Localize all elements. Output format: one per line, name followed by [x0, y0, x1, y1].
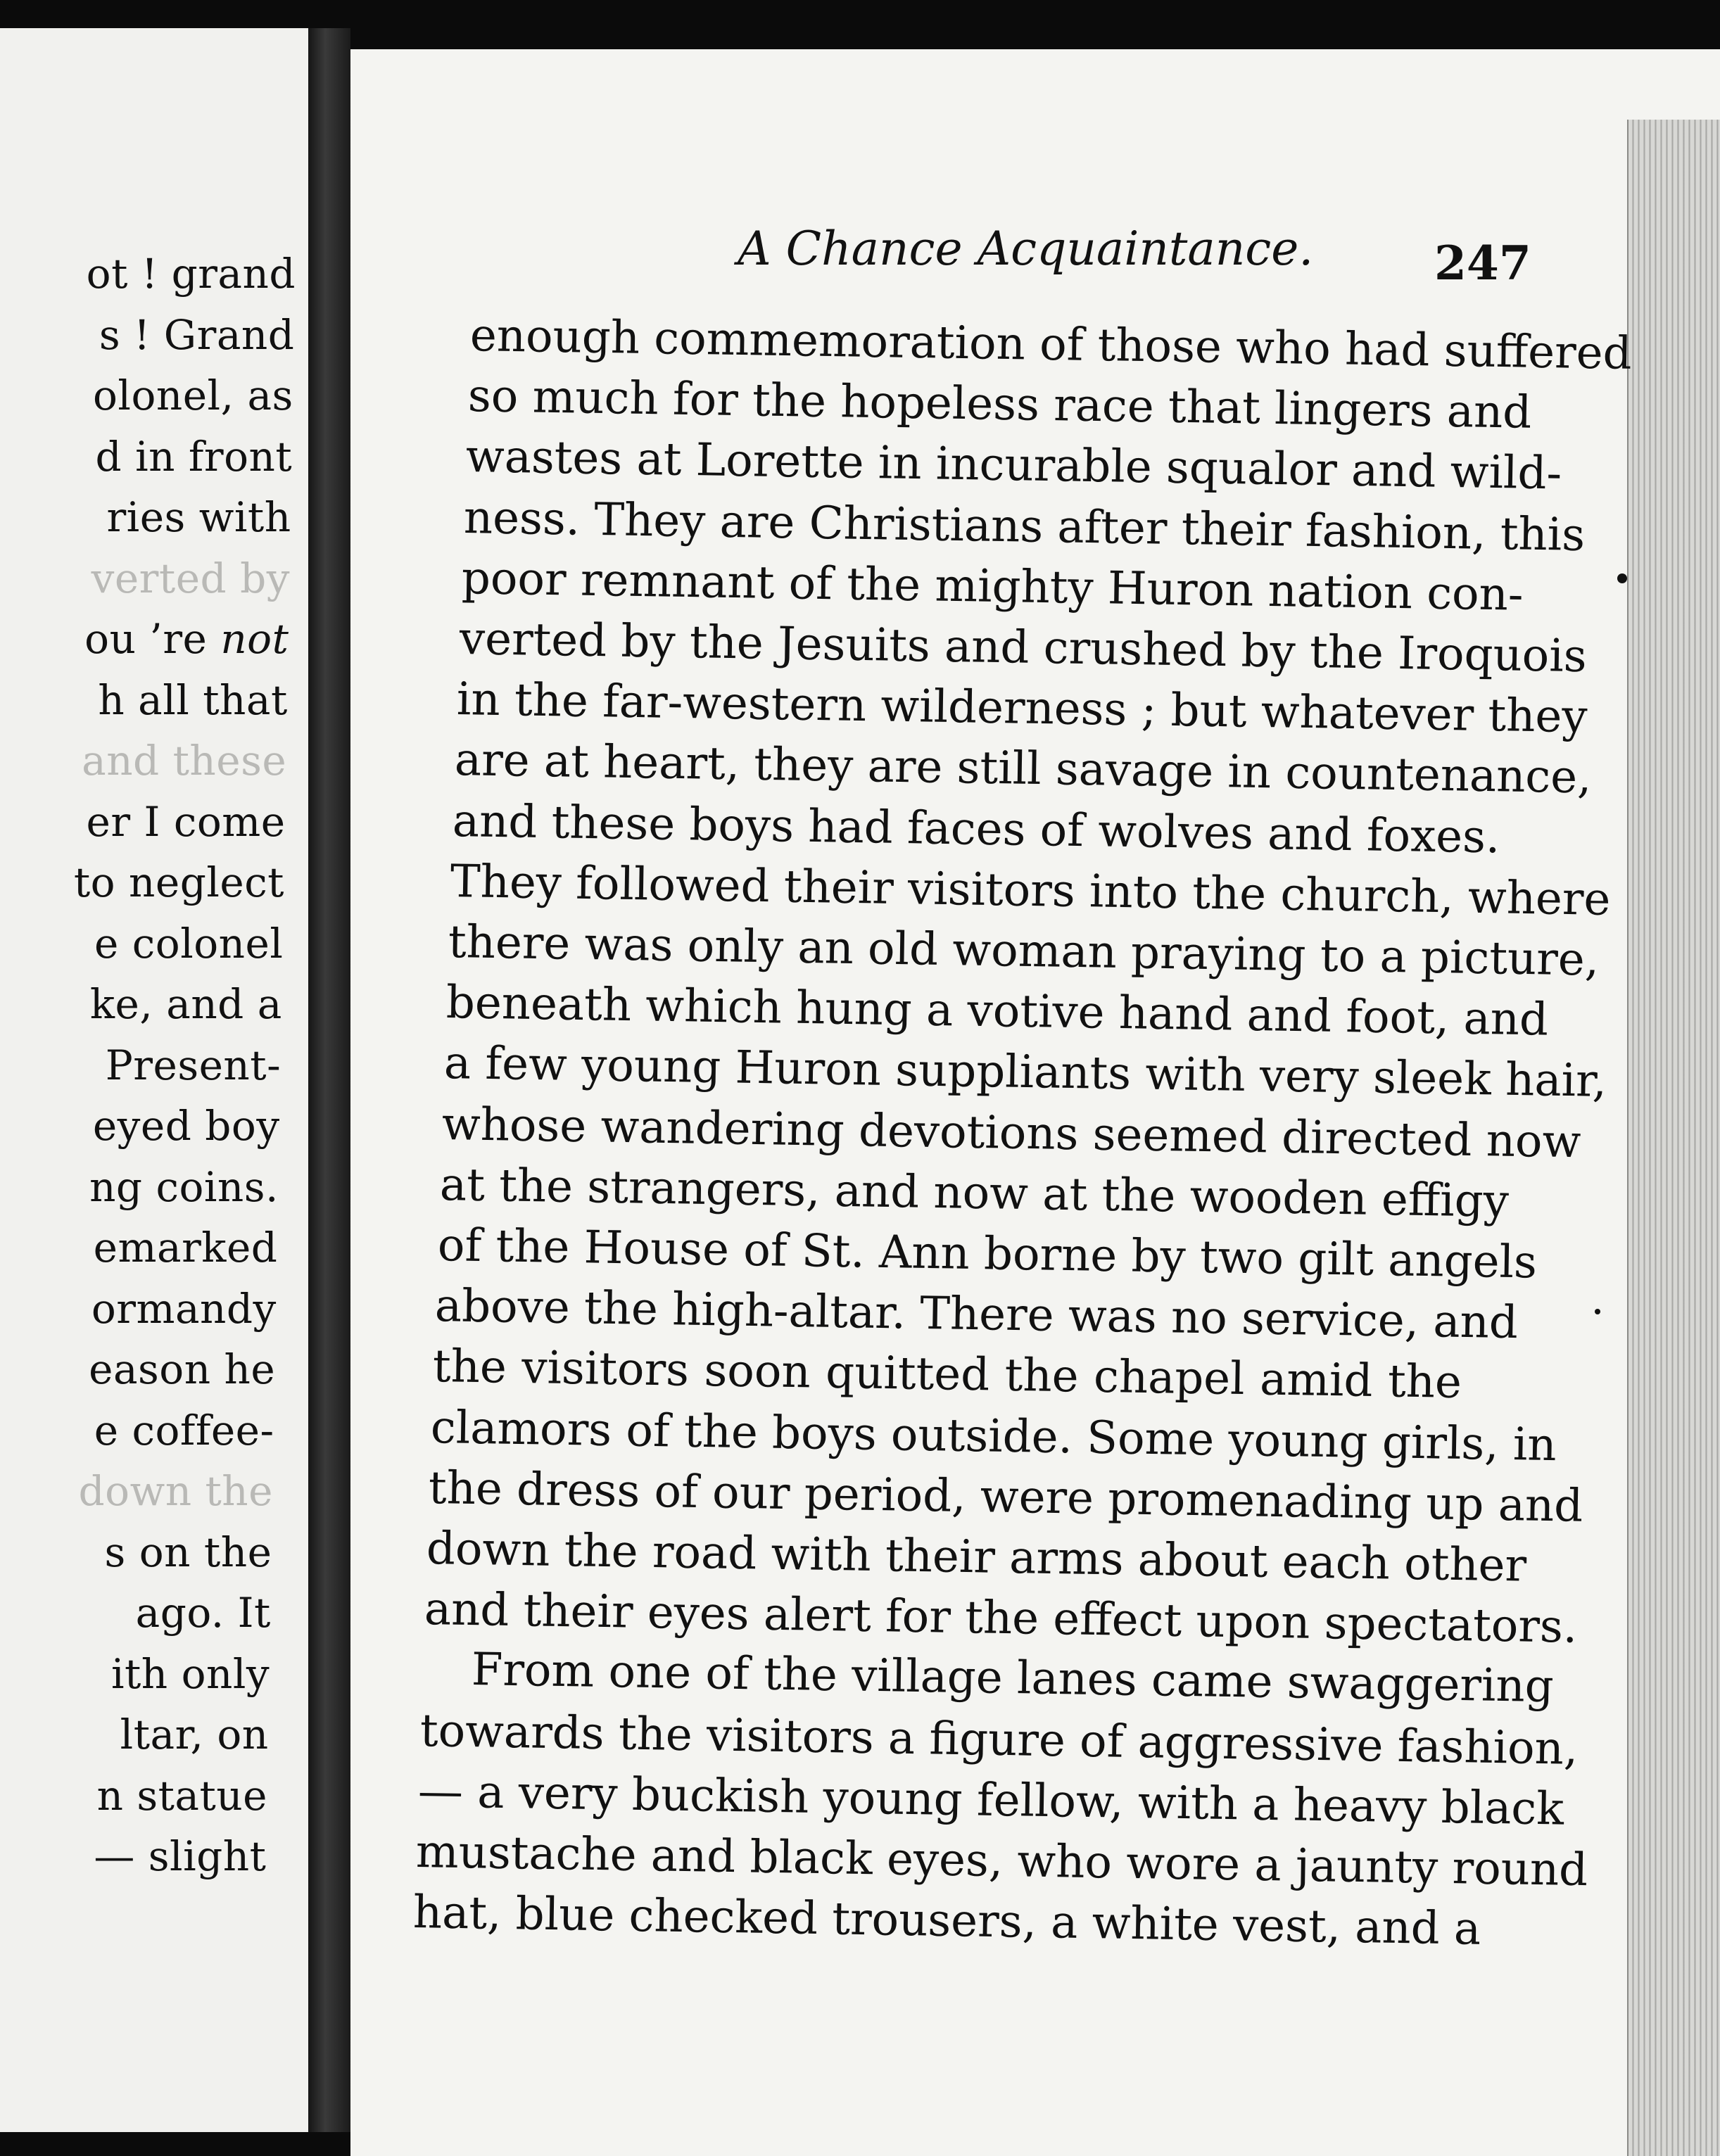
body-line: in the far-western wilderness ; but whatever they: [456, 673, 1588, 744]
left-page-line: d in front: [95, 432, 293, 481]
body-line: — a very buckish young fellow, with a heavy black: [417, 1765, 1564, 1836]
left-page-line: ago. It: [135, 1589, 271, 1637]
body-line: ness. They are Christians after their fashion, this: [463, 491, 1586, 562]
left-page-line: Present-: [105, 1041, 282, 1089]
right-page: [350, 49, 1720, 2156]
running-head: A Chance Acquaintance.: [738, 222, 1314, 276]
left-page-line: er I come: [86, 797, 286, 846]
left-page-line: ltar, on: [120, 1711, 269, 1758]
left-page-line: h all that: [98, 676, 288, 724]
body-line: beneath which hung a votive hand and foot, and: [445, 977, 1549, 1046]
left-page-line: down the: [78, 1467, 273, 1515]
left-page-line: e colonel: [94, 919, 284, 968]
body-line: clamors of the boys outside. Some young girls, in: [430, 1401, 1557, 1471]
emphasis: not: [220, 615, 289, 663]
body-line: the dress of our period, were promenading up and: [428, 1461, 1583, 1533]
left-page-line: ot ! grand: [86, 250, 296, 298]
left-page-line: ormandy: [91, 1284, 277, 1333]
left-page-line: ke, and a: [89, 980, 282, 1028]
body-line: the visitors soon quitted the chapel amid the: [432, 1340, 1462, 1409]
body-line: whose wandering devotions seemed directed now: [441, 1098, 1581, 1169]
left-page-line: s on the: [104, 1528, 272, 1576]
body-line: enough commemoration of those who had suffered: [469, 310, 1633, 380]
body-line: and these boys had faces of wolves and foxes.: [452, 794, 1501, 863]
body-line: towards the visitors a figure of aggressive fashion,: [419, 1704, 1579, 1775]
ink-speck: [1617, 573, 1627, 583]
left-page-line: ou ’re not: [84, 615, 289, 663]
left-page-line: e coffee-: [94, 1406, 274, 1454]
body-line: verted by the Jesuits and crushed by the Iroquois: [458, 613, 1587, 683]
body-line: so much for the hopeless race that lingers and: [467, 370, 1532, 439]
page-number: 247: [1434, 236, 1531, 291]
body-line: hat, blue checked trousers, a white vest, and a: [412, 1886, 1482, 1956]
body-line: From one of the village lanes came swaggering: [471, 1644, 1555, 1713]
left-page-line: verted by: [91, 554, 290, 602]
left-page-line: — slight: [94, 1832, 267, 1880]
body-line: there was only an old woman praying to a picture,: [448, 916, 1600, 987]
ink-speck: [1595, 1309, 1600, 1314]
left-page-line: ries with: [106, 493, 291, 541]
body-line: above the high-altar. There was no service, and: [434, 1280, 1519, 1350]
left-page: [0, 28, 310, 2132]
book-gutter: [308, 28, 350, 2132]
left-page-line: to neglect: [73, 858, 284, 906]
body-line: are at heart, they are still savage in countenance,: [454, 734, 1593, 804]
body-line: mustache and black eyes, who wore a jaunty round: [415, 1826, 1588, 1897]
body-line: and their eyes alert for the effect upon spectators.: [424, 1583, 1578, 1654]
body-text: [350, 49, 1720, 2156]
left-page-line: and these: [82, 737, 287, 785]
body-line: They followed their visitors into the church, where: [450, 855, 1612, 926]
body-line: of the House of St. Ann borne by two gilt angels: [436, 1219, 1537, 1289]
body-line: a few young Huron suppliants with very sleek hair,: [443, 1037, 1607, 1108]
left-page-line: emarked: [93, 1224, 278, 1272]
left-page-line: n statue: [96, 1771, 267, 1820]
left-page-line: eason he: [89, 1345, 276, 1393]
left-page-line: olonel, as: [92, 372, 293, 419]
left-page-line: s ! Grand: [99, 310, 295, 359]
body-line: wastes at Lorette in incurable squalor and wild-: [465, 431, 1562, 500]
body-line: poor remnant of the mighty Huron nation con-: [461, 552, 1524, 621]
left-page-line: ng coins.: [89, 1162, 279, 1211]
left-page-line: ith only: [110, 1649, 270, 1698]
left-page-line: eyed boy: [92, 1102, 280, 1150]
body-line: down the road with their arms about each other: [426, 1523, 1527, 1592]
body-line: at the strangers, and now at the wooden effigy: [439, 1158, 1509, 1228]
